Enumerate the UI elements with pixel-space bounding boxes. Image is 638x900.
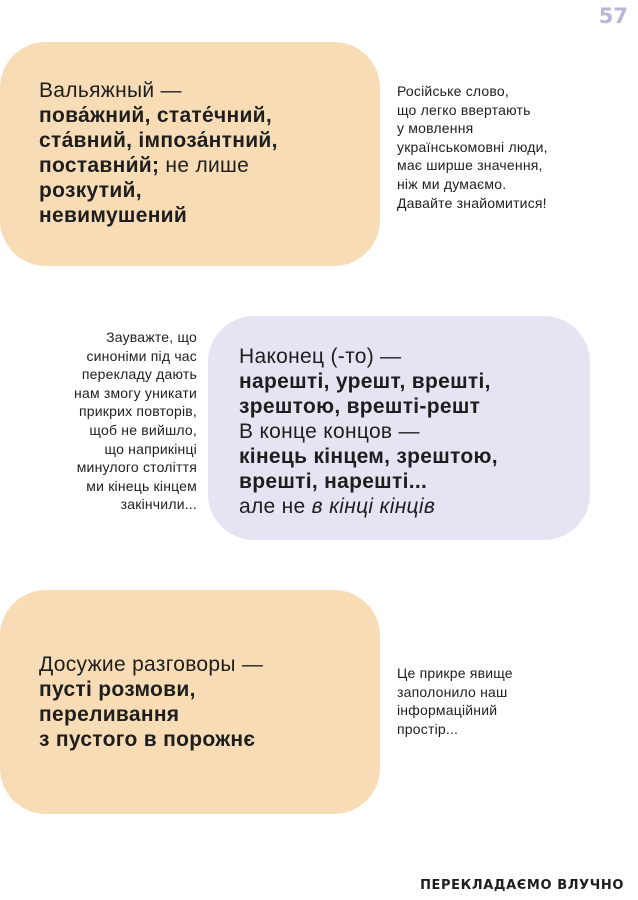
note-line: має ширше значення, (397, 157, 543, 174)
side-note-3 (397, 664, 597, 738)
page-number: 57 (598, 4, 628, 28)
term-heading: В конце концов — (239, 420, 420, 443)
translation-line: кінець кінцем, зрештою, (239, 445, 498, 468)
note-line: прикрих повторів, (79, 403, 197, 420)
term-card-valyazhny (0, 42, 380, 266)
translation-note: не лише (159, 154, 250, 177)
note-line: ми кінець кінцем (86, 477, 197, 494)
translation-line: невимушений (39, 204, 188, 227)
incorrect-form: в кінці кінців (311, 495, 436, 518)
note-line: ніж ми думаємо. (397, 175, 507, 192)
note-line: що наприкінці (104, 440, 197, 457)
translation-line: з пустого в порожнє (39, 728, 256, 751)
term-card-text (39, 652, 380, 752)
footer-title: ПЕРЕКЛАДАЄМО ВЛУЧНО (420, 878, 624, 893)
term-card-dosuzhie (0, 590, 380, 814)
translation-line: поставни́й; (39, 154, 160, 177)
term-card-text (239, 344, 590, 519)
term-card-nakonets (208, 316, 590, 540)
term-card-text (39, 78, 380, 228)
translation-line: врешті, нарешті... (239, 470, 428, 493)
side-note-1 (397, 82, 627, 212)
term-heading: Досужие разговоры — (39, 653, 264, 676)
note-line: закінчили... (120, 496, 197, 513)
note-line: перекладу дають (81, 366, 197, 383)
term-heading: Вальяжный — (39, 79, 182, 102)
note-line: простір... (397, 720, 459, 737)
note-line: українськомовні люди, (397, 138, 548, 155)
note-line: щоб не вийшло, (89, 421, 197, 438)
translation-line: ста́вний, імпоза́нтний, (39, 129, 278, 152)
note-line: у мовлення (397, 120, 474, 137)
term-heading: Наконец (-то) — (239, 345, 402, 368)
translation-line: переливання (39, 703, 180, 726)
note-line: нам змогу уникати (74, 384, 197, 401)
translation-line: пусті розмови, (39, 678, 196, 701)
note-line: Російське слово, (397, 83, 509, 99)
note-line: інформаційний (397, 702, 498, 719)
note-line: минулого століття (76, 459, 197, 476)
translation-note: але не (239, 495, 312, 518)
note-line: заполонило наш (397, 683, 508, 700)
side-note-2 (10, 328, 197, 514)
note-line: Зауважте, що (106, 329, 197, 345)
translation-line: пова́жний, стате́чний, (39, 104, 273, 127)
note-line: синоніми під час (86, 347, 197, 364)
translation-line: розкутий, (39, 179, 142, 202)
note-line: що легко ввертають (397, 101, 531, 118)
note-line: Давайте знайомитися! (397, 194, 547, 211)
translation-line: зрештою, врешті-решт (239, 395, 481, 418)
note-line: Це прикре явище (397, 665, 513, 681)
translation-line: нарешті, урешт, врешті, (239, 370, 491, 393)
